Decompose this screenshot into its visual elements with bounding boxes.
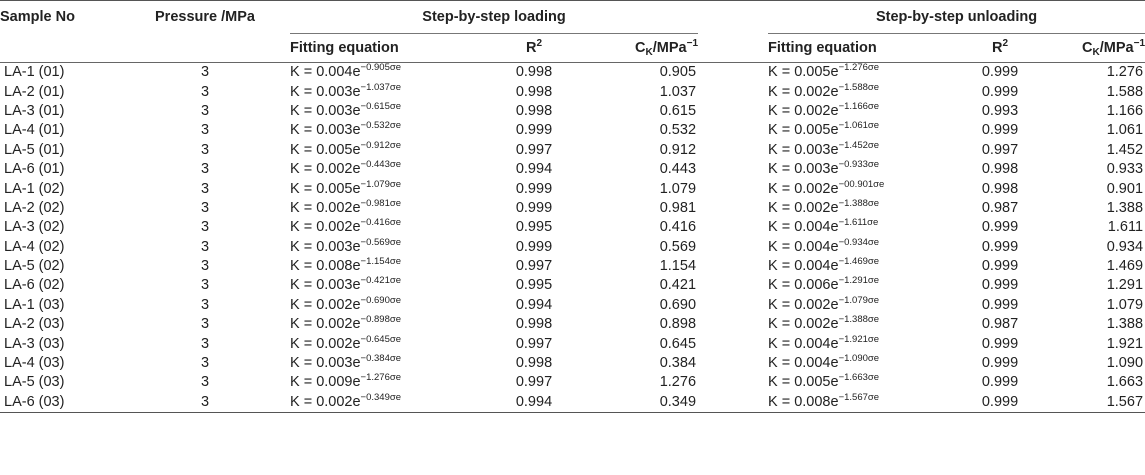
unload-equation-cell bbox=[768, 199, 948, 218]
ck-unit-superscript: −1 bbox=[1133, 38, 1145, 49]
load-equation-base: K = 0.003e bbox=[290, 238, 361, 255]
load-ck-cell: 1.154 bbox=[659, 258, 697, 275]
gap-cell bbox=[698, 82, 768, 101]
unload-r2-cell: 0.993 bbox=[981, 102, 1019, 119]
load-equation-cell bbox=[290, 276, 474, 295]
sample-no-cell: LA-4 (02) bbox=[4, 238, 65, 255]
load-equation-base: K = 0.003e bbox=[290, 122, 361, 139]
load-equation-cell bbox=[290, 141, 474, 160]
header-unload-fitting: Fitting equation bbox=[768, 40, 877, 56]
unload-equation-exponent: −0.934σe bbox=[838, 236, 880, 248]
unload-r2-cell: 0.999 bbox=[981, 355, 1019, 372]
load-equation-cell bbox=[290, 82, 474, 101]
load-equation-exponent: −0.905σe bbox=[360, 62, 402, 74]
pressure-cell: 3 bbox=[200, 258, 210, 275]
gap-cell bbox=[698, 102, 768, 121]
unload-equation-exponent: −0.933σe bbox=[838, 159, 880, 171]
load-ck-cell: 0.569 bbox=[659, 238, 697, 255]
gap-cell bbox=[698, 276, 768, 295]
header-gap bbox=[698, 34, 768, 63]
load-equation-exponent: −1.276σe bbox=[360, 372, 402, 384]
pressure-cell: 3 bbox=[200, 122, 210, 139]
sample-no-cell: LA-2 (02) bbox=[4, 199, 65, 216]
unload-r2-cell: 0.987 bbox=[981, 316, 1019, 333]
load-equation-cell bbox=[290, 354, 474, 373]
table-row bbox=[0, 218, 1145, 237]
load-r2-cell: 0.998 bbox=[515, 102, 553, 119]
unload-equation-exponent: −1.469σe bbox=[838, 256, 880, 268]
unload-equation-base: K = 0.004e bbox=[768, 258, 839, 275]
sample-no-cell: LA-2 (03) bbox=[4, 316, 65, 333]
load-equation-exponent: −0.690σe bbox=[360, 294, 402, 306]
load-equation-base: K = 0.005e bbox=[290, 141, 361, 158]
unload-ck-cell: 1.663 bbox=[1106, 374, 1144, 391]
sample-no-cell: LA-6 (03) bbox=[0, 393, 120, 413]
unload-equation-base: K = 0.005e bbox=[768, 374, 839, 391]
unload-equation-base: K = 0.002e bbox=[768, 316, 839, 333]
unload-r2-cell: 0.987 bbox=[981, 199, 1019, 216]
load-ck-cell: 0.898 bbox=[659, 316, 697, 333]
unload-ck-cell: 1.611 bbox=[1107, 219, 1144, 236]
load-equation-base: K = 0.002e bbox=[290, 335, 361, 352]
load-equation-cell bbox=[290, 315, 474, 334]
gap-cell bbox=[698, 257, 768, 276]
unload-equation-cell bbox=[768, 257, 948, 276]
ck-unit: /MPa bbox=[1099, 40, 1134, 56]
unload-equation-cell bbox=[768, 238, 948, 257]
unload-equation-exponent: −1.061σe bbox=[838, 120, 880, 132]
unload-equation-cell bbox=[768, 121, 948, 140]
unload-equation-cell bbox=[768, 102, 948, 121]
pressure-cell: 3 bbox=[200, 374, 210, 391]
load-equation-base: K = 0.003e bbox=[290, 277, 361, 294]
table-row bbox=[0, 354, 1145, 373]
unload-equation-cell bbox=[768, 296, 948, 315]
table-body bbox=[0, 63, 1145, 413]
unload-equation-cell bbox=[768, 334, 948, 353]
load-equation-cell bbox=[290, 296, 474, 315]
unload-ck-cell: 1.452 bbox=[1106, 141, 1144, 158]
unload-r2-cell: 0.999 bbox=[948, 393, 1052, 413]
sample-no-cell: LA-4 (01) bbox=[4, 122, 65, 139]
sample-no-cell: LA-6 (02) bbox=[4, 277, 65, 294]
load-equation-base: K = 0.008e bbox=[290, 258, 361, 275]
load-ck-cell: 0.912 bbox=[659, 141, 697, 158]
load-ck-cell: 0.421 bbox=[659, 277, 697, 294]
ck-subscript: K bbox=[1092, 47, 1100, 58]
gap-cell bbox=[698, 160, 768, 179]
r2-superscript: 2 bbox=[536, 38, 543, 49]
load-ck-cell: 1.276 bbox=[659, 374, 697, 391]
unload-equation-base: K = 0.002e bbox=[768, 199, 839, 216]
unload-equation-cell bbox=[768, 218, 948, 237]
unload-equation-exponent: −00.901σe bbox=[838, 178, 885, 190]
load-ck-cell: 0.416 bbox=[659, 219, 697, 236]
load-r2-cell: 0.999 bbox=[515, 122, 553, 139]
load-equation-base: K = 0.005e bbox=[290, 180, 361, 197]
load-equation-base: K = 0.002e bbox=[290, 161, 361, 178]
header-unload-r2 bbox=[948, 34, 1052, 63]
pressure-cell: 3 bbox=[200, 83, 210, 100]
gap-cell bbox=[698, 199, 768, 218]
pressure-cell: 3 bbox=[200, 355, 210, 372]
sample-no-cell: LA-4 (03) bbox=[4, 355, 65, 372]
unload-equation-base: K = 0.008e bbox=[768, 393, 839, 410]
unload-r2-cell: 0.999 bbox=[981, 122, 1019, 139]
gap-cell bbox=[698, 315, 768, 334]
unload-r2-cell: 0.999 bbox=[981, 238, 1019, 255]
unload-r2-cell: 0.999 bbox=[981, 258, 1019, 275]
header-unload-ck bbox=[1052, 34, 1145, 63]
load-equation-exponent: −0.349σe bbox=[360, 391, 402, 403]
load-equation-exponent: −0.898σe bbox=[360, 314, 402, 326]
unload-equation-exponent: −1.663σe bbox=[838, 372, 880, 384]
load-equation-cell bbox=[290, 373, 474, 392]
load-ck-cell: 0.384 bbox=[659, 355, 697, 372]
pressure-cell: 3 bbox=[200, 199, 210, 216]
unload-r2-cell: 0.999 bbox=[981, 277, 1019, 294]
unload-equation-base: K = 0.004e bbox=[768, 335, 839, 352]
unload-equation-base: K = 0.003e bbox=[768, 141, 839, 158]
load-equation-exponent: −0.421σe bbox=[360, 275, 402, 287]
unload-equation-cell bbox=[768, 315, 948, 334]
load-equation-cell bbox=[290, 121, 474, 140]
load-r2-cell: 0.999 bbox=[515, 180, 553, 197]
unload-equation-cell bbox=[768, 63, 948, 83]
unload-ck-cell: 1.921 bbox=[1106, 335, 1144, 352]
r2-superscript: 2 bbox=[1002, 38, 1009, 49]
load-equation-exponent: −0.569σe bbox=[360, 236, 402, 248]
unload-ck-cell: 1.291 bbox=[1106, 277, 1144, 294]
load-equation-cell bbox=[290, 334, 474, 353]
unload-equation-cell bbox=[768, 82, 948, 101]
load-equation-cell bbox=[290, 160, 474, 179]
table-row bbox=[0, 276, 1145, 295]
unload-equation-base: K = 0.004e bbox=[768, 238, 839, 255]
gap-cell bbox=[698, 334, 768, 353]
load-equation-base: K = 0.009e bbox=[290, 374, 361, 391]
header-row-groups bbox=[0, 1, 1145, 34]
load-r2-cell: 0.994 bbox=[515, 296, 553, 313]
load-equation-exponent: −1.079σe bbox=[360, 178, 402, 190]
unload-equation-exponent: −1.291σe bbox=[838, 275, 880, 287]
unload-ck-cell: 1.276 bbox=[1106, 64, 1144, 81]
load-equation-base: K = 0.002e bbox=[290, 393, 361, 410]
load-equation-cell bbox=[290, 102, 474, 121]
load-equation-exponent: −1.037σe bbox=[360, 81, 402, 93]
load-equation-exponent: −0.981σe bbox=[360, 197, 402, 209]
unload-equation-base: K = 0.003e bbox=[768, 161, 839, 178]
pressure-cell: 3 bbox=[200, 64, 210, 81]
load-equation-exponent: −0.416σe bbox=[360, 217, 402, 229]
unload-ck-cell: 1.090 bbox=[1106, 355, 1144, 372]
sample-no-cell: LA-5 (03) bbox=[4, 374, 65, 391]
table-row bbox=[0, 141, 1145, 160]
unload-equation-base: K = 0.002e bbox=[768, 296, 839, 313]
unload-ck-cell: 0.933 bbox=[1106, 161, 1144, 178]
pressure-cell: 3 bbox=[200, 335, 210, 352]
load-ck-cell: 0.645 bbox=[659, 335, 697, 352]
sample-no-cell: LA-5 (01) bbox=[4, 141, 65, 158]
unload-equation-base: K = 0.004e bbox=[768, 219, 839, 236]
header-loading-group: Step-by-step loading bbox=[290, 1, 698, 34]
pressure-cell: 3 bbox=[200, 161, 210, 178]
unload-equation-exponent: −1.090σe bbox=[838, 353, 880, 365]
gap-cell bbox=[698, 238, 768, 257]
gap-cell bbox=[698, 354, 768, 373]
load-r2-cell: 0.995 bbox=[515, 277, 553, 294]
sample-no-cell: LA-1 (02) bbox=[4, 180, 65, 197]
unload-equation-base: K = 0.005e bbox=[768, 64, 839, 81]
unload-ck-cell: 1.469 bbox=[1106, 258, 1144, 275]
load-ck-cell: 1.079 bbox=[659, 180, 697, 197]
ck-unit-superscript: −1 bbox=[686, 38, 699, 49]
header-pressure: Pressure /MPa bbox=[155, 9, 255, 25]
unload-ck-cell: 0.901 bbox=[1106, 180, 1144, 197]
load-equation-cell bbox=[290, 63, 474, 83]
load-r2-cell: 0.999 bbox=[515, 238, 553, 255]
sample-no-cell: LA-1 (03) bbox=[4, 296, 65, 313]
table-row bbox=[0, 315, 1145, 334]
r2-label: R bbox=[991, 40, 1003, 56]
load-r2-cell: 0.999 bbox=[515, 199, 553, 216]
load-equation-exponent: −0.443σe bbox=[360, 159, 402, 171]
load-equation-exponent: −0.615σe bbox=[360, 100, 402, 112]
table-row bbox=[0, 63, 1145, 83]
gap-cell bbox=[698, 179, 768, 198]
unload-equation-exponent: −1.276σe bbox=[838, 62, 880, 74]
sample-no-cell: LA-6 (01) bbox=[4, 161, 65, 178]
table-row bbox=[0, 334, 1145, 353]
table-row bbox=[0, 199, 1145, 218]
unload-equation-base: K = 0.002e bbox=[768, 180, 839, 197]
header-unloading-group: Step-by-step unloading bbox=[768, 1, 1145, 34]
pressure-cell: 3 bbox=[200, 180, 210, 197]
load-equation-cell bbox=[290, 393, 474, 413]
unload-r2-cell: 0.998 bbox=[981, 180, 1019, 197]
table-row bbox=[0, 238, 1145, 257]
load-r2-cell: 0.997 bbox=[515, 374, 553, 391]
unload-equation-cell bbox=[768, 354, 948, 373]
unload-equation-base: K = 0.006e bbox=[768, 277, 839, 294]
unload-r2-cell: 0.999 bbox=[981, 296, 1019, 313]
gap-cell bbox=[698, 393, 768, 413]
table-row bbox=[0, 373, 1145, 392]
unload-equation-cell bbox=[768, 160, 948, 179]
sample-no-cell: LA-5 (02) bbox=[4, 258, 65, 275]
load-r2-cell: 0.998 bbox=[515, 64, 553, 81]
unload-equation-exponent: −1.166σe bbox=[838, 100, 880, 112]
unload-equation-exponent: −1.079σe bbox=[838, 294, 880, 306]
unload-equation-exponent: −1.588σe bbox=[838, 81, 880, 93]
sample-no-cell: LA-2 (01) bbox=[4, 83, 65, 100]
load-ck-cell: 0.690 bbox=[659, 296, 697, 313]
load-equation-cell bbox=[290, 218, 474, 237]
unload-r2-cell: 0.999 bbox=[981, 219, 1019, 236]
ck-label: C bbox=[635, 40, 646, 56]
load-r2-cell: 0.997 bbox=[515, 258, 553, 275]
header-load-fitting: Fitting equation bbox=[290, 40, 399, 56]
table-row bbox=[0, 160, 1145, 179]
sample-no-cell: LA-3 (01) bbox=[4, 102, 65, 119]
load-equation-base: K = 0.004e bbox=[290, 64, 361, 81]
load-equation-exponent: −0.912σe bbox=[360, 139, 402, 151]
unload-r2-cell: 0.997 bbox=[981, 141, 1019, 158]
unload-r2-cell: 0.999 bbox=[981, 83, 1019, 100]
unload-equation-exponent: −1.388σe bbox=[838, 314, 880, 326]
load-r2-cell: 0.998 bbox=[515, 316, 553, 333]
unload-equation-cell bbox=[768, 393, 948, 413]
pressure-cell: 3 bbox=[200, 219, 210, 236]
load-r2-cell: 0.994 bbox=[474, 393, 594, 413]
unload-ck-cell: 0.934 bbox=[1106, 238, 1144, 255]
pressure-cell: 3 bbox=[200, 296, 210, 313]
unload-equation-base: K = 0.002e bbox=[768, 83, 839, 100]
pressure-cell: 3 bbox=[200, 277, 210, 294]
ck-unit: /MPa bbox=[652, 40, 687, 56]
load-equation-base: K = 0.002e bbox=[290, 199, 361, 216]
load-equation-base: K = 0.003e bbox=[290, 83, 361, 100]
load-equation-base: K = 0.003e bbox=[290, 355, 361, 372]
load-ck-cell: 0.981 bbox=[659, 199, 697, 216]
unload-equation-cell bbox=[768, 276, 948, 295]
unload-equation-cell bbox=[768, 179, 948, 198]
gap-cell bbox=[698, 141, 768, 160]
unload-equation-exponent: −1.921σe bbox=[838, 333, 880, 345]
pressure-cell: 3 bbox=[200, 316, 210, 333]
unload-equation-cell bbox=[768, 373, 948, 392]
sample-no-cell: LA-1 (01) bbox=[4, 64, 65, 81]
load-r2-cell: 0.998 bbox=[515, 83, 553, 100]
unload-ck-cell: 1.588 bbox=[1106, 83, 1144, 100]
table-row bbox=[0, 393, 1145, 413]
unload-ck-cell: 1.166 bbox=[1106, 102, 1144, 119]
gap-cell bbox=[698, 296, 768, 315]
table-row bbox=[0, 296, 1145, 315]
pressure-cell: 3 bbox=[200, 102, 210, 119]
gap-cell bbox=[698, 121, 768, 140]
unload-equation-exponent: −1.567σe bbox=[838, 391, 880, 403]
ck-subscript: K bbox=[645, 47, 653, 58]
unload-equation-base: K = 0.005e bbox=[768, 122, 839, 139]
load-ck-cell: 0.905 bbox=[659, 64, 697, 81]
gap-cell bbox=[698, 373, 768, 392]
unload-equation-base: K = 0.004e bbox=[768, 355, 839, 372]
load-equation-exponent: −0.645σe bbox=[360, 333, 402, 345]
load-equation-exponent: −0.532σe bbox=[360, 120, 402, 132]
table-row bbox=[0, 102, 1145, 121]
load-equation-exponent: −1.154σe bbox=[360, 256, 402, 268]
pressure-cell: 3 bbox=[120, 393, 290, 413]
sample-no-cell: LA-3 (02) bbox=[4, 219, 65, 236]
load-r2-cell: 0.997 bbox=[515, 141, 553, 158]
load-equation-base: K = 0.002e bbox=[290, 219, 361, 236]
load-r2-cell: 0.998 bbox=[515, 355, 553, 372]
gap-cell bbox=[698, 218, 768, 237]
unload-ck-cell: 1.388 bbox=[1106, 199, 1144, 216]
unload-r2-cell: 0.999 bbox=[981, 64, 1019, 81]
table-row bbox=[0, 257, 1145, 276]
unload-r2-cell: 0.999 bbox=[981, 374, 1019, 391]
load-equation-cell bbox=[290, 238, 474, 257]
load-r2-cell: 0.997 bbox=[515, 335, 553, 352]
r2-label: R bbox=[525, 40, 537, 56]
load-equation-exponent: −0.384σe bbox=[360, 353, 402, 365]
load-equation-base: K = 0.002e bbox=[290, 296, 361, 313]
header-load-ck bbox=[594, 34, 698, 63]
unload-r2-cell: 0.999 bbox=[981, 335, 1019, 352]
unload-r2-cell: 0.998 bbox=[981, 161, 1019, 178]
table-row bbox=[0, 121, 1145, 140]
load-ck-cell: 0.615 bbox=[659, 102, 697, 119]
header-sample-no: Sample No bbox=[0, 9, 75, 25]
load-ck-cell: 0.443 bbox=[659, 161, 697, 178]
load-ck-cell: 0.532 bbox=[659, 122, 697, 139]
load-equation-cell bbox=[290, 199, 474, 218]
load-equation-base: K = 0.003e bbox=[290, 102, 361, 119]
table-row bbox=[0, 179, 1145, 198]
load-ck-cell: 1.037 bbox=[659, 83, 697, 100]
ck-label: C bbox=[1082, 40, 1093, 56]
pressure-cell: 3 bbox=[200, 141, 210, 158]
unload-ck-cell: 1.079 bbox=[1106, 296, 1144, 313]
unload-ck-cell: 1.567 bbox=[1052, 393, 1145, 413]
sample-no-cell: LA-3 (03) bbox=[4, 335, 65, 352]
load-ck-cell: 0.349 bbox=[594, 393, 698, 413]
unload-ck-cell: 1.061 bbox=[1106, 122, 1144, 139]
unload-equation-base: K = 0.002e bbox=[768, 102, 839, 119]
unload-equation-exponent: −1.452σe bbox=[838, 139, 880, 151]
header-gap bbox=[698, 1, 768, 34]
load-r2-cell: 0.995 bbox=[515, 219, 553, 236]
unload-equation-exponent: −1.388σe bbox=[838, 197, 880, 209]
load-equation-cell bbox=[290, 257, 474, 276]
gap-cell bbox=[698, 63, 768, 83]
header-load-r2 bbox=[474, 34, 594, 63]
table-row bbox=[0, 82, 1145, 101]
load-equation-cell bbox=[290, 179, 474, 198]
load-equation-base: K = 0.002e bbox=[290, 316, 361, 333]
load-r2-cell: 0.994 bbox=[515, 161, 553, 178]
unload-equation-exponent: −1.611σe bbox=[838, 217, 879, 229]
unload-ck-cell: 1.388 bbox=[1106, 316, 1144, 333]
pressure-cell: 3 bbox=[200, 238, 210, 255]
unload-equation-cell bbox=[768, 141, 948, 160]
